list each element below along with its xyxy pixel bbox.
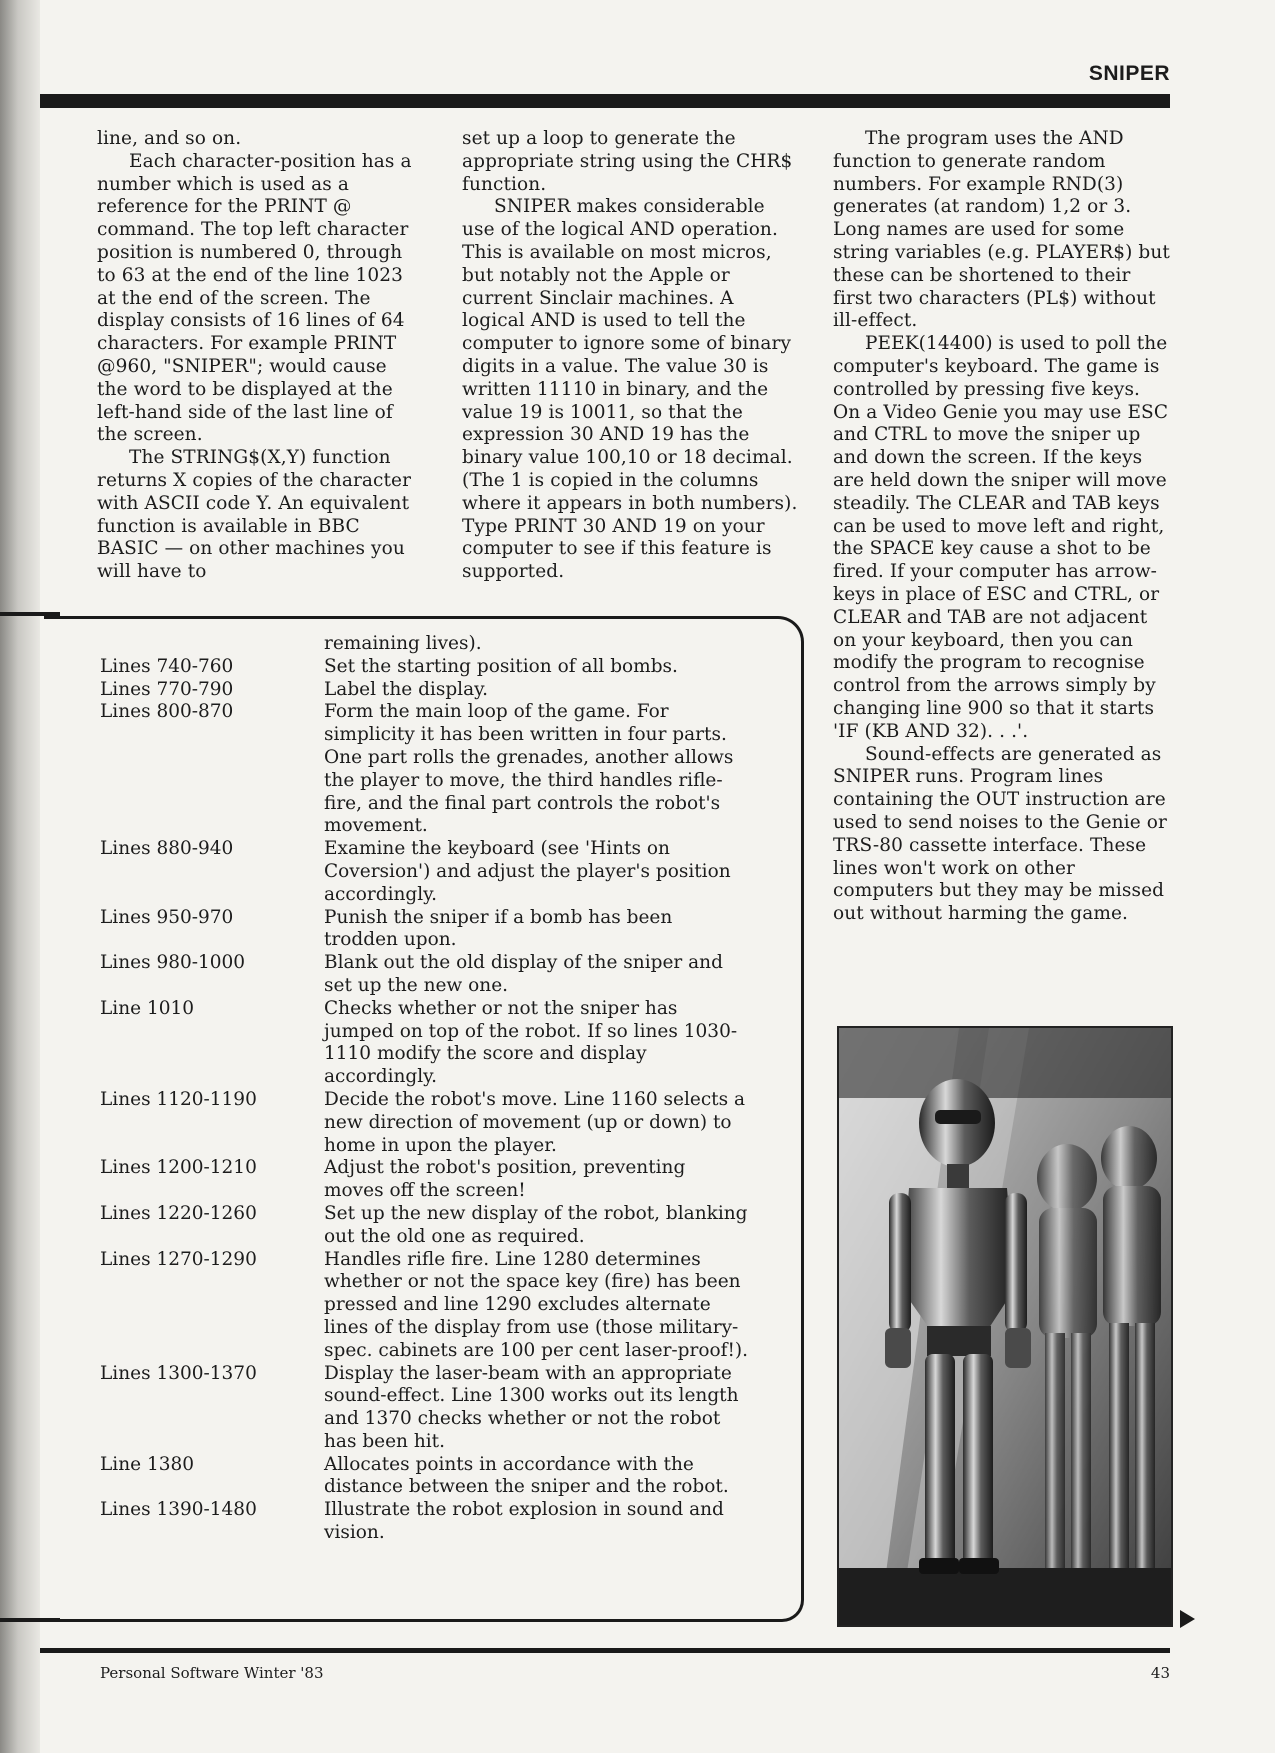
line-description: Checks whether or not the sniper has jumped on top of the robot. If so lines 1030-1110 modify the score and display accordingly. [324,997,738,1088]
paragraph: The program uses the AND function to generate random numbers. For example RND(3) generates (at random) 1,2 or 3. Long names are used for some string variables (e.g. PLAYER$) but these can be shortened to their first two characters (PL$) without ill-effect. [833,128,1170,332]
paragraph: Sound-effects are generated as SNIPER runs. Program lines containing the OUT instruction are used to send noises to the Genie or TRS-80 cassette interface. These lines won't work on other computers but they may be missed out without harming the game. [833,743,1167,925]
paragraph: set up a loop to generate the appropriate string using the CHR$ function. [462,128,793,195]
line-range [100,633,324,656]
list-item [100,701,750,838]
list-item [100,952,750,998]
page-binding [0,0,40,1753]
text-column-2 [462,128,798,584]
paragraph: Each character-position has a number which is used as a reference for the PRINT @ command. The top left character position is numbered 0, through to 63 at the end of the line 1023 at the end of the screen. The display consists of 16 lines of 64 characters. For example PRINT @960, "SNIPER"; would cause the word to be displayed at the left-hand side of the last line of the screen. [97,150,412,446]
list-item [100,633,750,656]
list-item [100,1499,750,1545]
line-range: Lines 1300-1370 [100,1362,257,1384]
line-range: Lines 950-970 [100,906,234,928]
text-column-3 [833,128,1173,926]
header-rule [40,94,1170,108]
line-range: Lines 1390-1480 [100,1499,257,1521]
list-item [100,1249,750,1363]
footer-rule [40,1648,1170,1653]
box-bottom-bar [0,1618,60,1622]
page-number: 43 [1150,1664,1170,1682]
line-range: Lines 770-790 [100,678,234,700]
line-description: Display the laser-beam with an appropriate sound-effect. Line 1300 works out its length and 1370 checks whether or not the robot has been hit. [324,1362,739,1452]
line-description: remaining lives). [324,633,482,654]
list-item [100,998,750,1089]
line-description: Set the starting position of all bombs. [324,655,678,677]
line-description: Allocates points in accordance with the distance between the sniper and the robot. [324,1453,729,1498]
text-column-1 [97,128,421,584]
line-description: Handles rifle fire. Line 1280 determines whether or not the space key (fire) has been pressed and line 1290 excludes alternate lines of the display from use (those military-spec. cabinets are 100 per cent laser-proof!). [324,1248,749,1361]
line-range: Lines 740-760 [100,655,234,677]
paragraph: The STRING$(X,Y) function returns X copies of the character with ASCII code Y. An equivalent function is available in BBC BASIC — on other machines you will have to [97,447,412,583]
list-item [100,1454,750,1500]
paragraph: line, and so on. [97,128,242,149]
line-range: Line 1380 [100,1453,195,1475]
program-line-list [100,633,750,1545]
line-range: Lines 1220-1260 [100,1202,257,1224]
list-item [100,656,750,679]
continue-arrow-icon [1180,1610,1195,1628]
line-range: Line 1010 [100,997,195,1019]
line-description: Blank out the old display of the sniper and set up the new one. [324,952,723,996]
line-range: Lines 980-1000 [100,952,246,974]
list-item [100,907,750,953]
list-item [100,1363,750,1454]
line-range: Lines 1200-1210 [100,1157,257,1179]
list-item [100,1157,750,1203]
line-description: Adjust the robot's position, preventing moves off the screen! [324,1157,686,1202]
list-item [100,838,750,906]
line-description: Examine the keyboard (see 'Hints on Coversion') and adjust the player's position accordingly. [324,838,731,905]
line-range: Lines 1270-1290 [100,1248,257,1270]
list-item [100,1203,750,1249]
section-title: SNIPER [1088,62,1170,85]
list-item [100,1089,750,1157]
list-item [100,679,750,702]
line-range: Lines 1120-1190 [100,1088,257,1110]
paragraph: PEEK(14400) is used to poll the computer's keyboard. The game is controlled by pressing five keys. On a Video Genie you may use ESC and CTRL to move the sniper up and down the screen. If the keys are held down the sniper will move steadily. The CLEAR and TAB keys can be used to move left and right, the SPACE key cause a shot to be fired. If your computer has arrow-keys in place of ESC and CTRL, or CLEAR and TAB are not adjacent on your keyboard, then you can modify the program to recognise control from the arrows simply by changing line 900 so that it starts 'IF (KB AND 32). . .'. [833,333,1169,742]
line-range: Lines 800-870 [100,701,234,723]
line-description: Decide the robot's move. Line 1160 selects a new direction of movement (up or down) to home in upon the player. [324,1088,746,1156]
line-range: Lines 880-940 [100,838,234,860]
paragraph: SNIPER makes considerable use of the logical AND operation. This is available on most micros, but notably not the Apple or current Sinclair machines. A logical AND is used to tell the computer to ignore some of binary digits in a value. The value 30 is written 11110 in binary, and the value 19 is 10011, so that the expression 30 AND 19 has the binary value 100,10 or 18 decimal. (The 1 is copied in the columns where it appears in both numbers). Type PRINT 30 AND 19 on your computer to see if this feature is supported. [462,196,798,583]
line-description: Set up the new display of the robot, blanking out the old one as required. [324,1202,748,1247]
robot-photo [837,1026,1173,1627]
line-description: Label the display. [324,678,488,700]
line-description: Form the main loop of the game. For simplicity it has been written in four parts. One part rolls the grenades, another allows the player to move, the third handles rifle-fire, and the final part controls the robot's movement. [324,701,734,837]
publication-footer: Personal Software Winter '83 [100,1664,324,1682]
line-description: Illustrate the robot explosion in sound and vision. [324,1499,724,1544]
line-description: Punish the sniper if a bomb has been trodden upon. [324,906,673,951]
